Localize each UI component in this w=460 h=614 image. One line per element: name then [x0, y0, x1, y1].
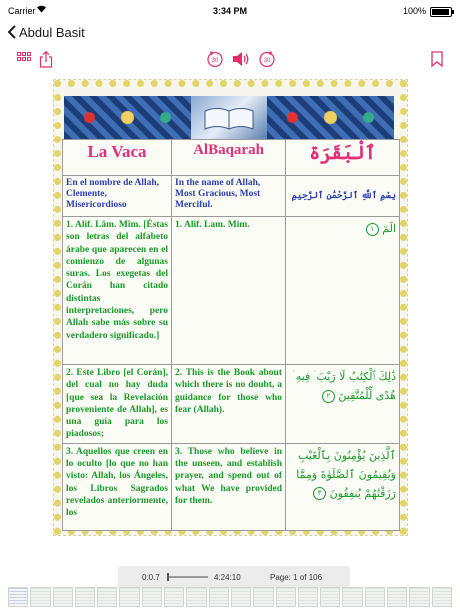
rewind-30-button[interactable] [206, 50, 224, 68]
header-spanish: La Vaca [63, 140, 172, 176]
page-thumbnail[interactable] [342, 587, 362, 607]
speaker-icon[interactable] [232, 50, 250, 68]
page-thumbnail[interactable] [30, 587, 50, 607]
slider-thumb[interactable] [167, 573, 169, 581]
bookmark-icon[interactable] [428, 50, 446, 68]
verse-arabic-text: ذَٰلِكَ ٱلْكِتَٰبُ لَا رَيْبَ ۛ فِيهِ ۛ هُدًى لِّلْمُتَّقِينَ [293, 370, 396, 402]
battery-percent: 100% [402, 6, 426, 16]
status-time: 3:34 PM [212, 6, 247, 16]
verse-spanish: 2. Este Libro [el Corán], del cual no hay duda [que sea la Revelación proveniente de Allah], es una guía para los piadosos; [63, 365, 172, 444]
page-thumbnail[interactable] [142, 587, 162, 607]
header-english: AlBaqarah [172, 140, 286, 176]
translation-table [62, 139, 400, 531]
page-thumbnail-strip [0, 586, 460, 608]
verse-english: 2. This is the Book about which there is no doubt, a guidance for those who fear (Allah). [172, 365, 286, 444]
chevron-left-icon [8, 25, 16, 39]
bismillah-row [63, 176, 400, 217]
page-indicator: Page: 1 of 106 [270, 573, 323, 582]
verse-number-marker: ٢ [322, 390, 335, 403]
verse-row [63, 443, 400, 530]
page-thumbnail[interactable] [432, 587, 452, 607]
verse-arabic [286, 217, 400, 365]
verse-arabic-text: الٓمٓ [382, 222, 396, 235]
page-thumbnail[interactable] [97, 587, 117, 607]
page-thumbnail[interactable] [231, 587, 251, 607]
status-bar [0, 0, 460, 22]
bismillah-english: In the name of Allah, Most Gracious, Most Merciful. [172, 176, 286, 217]
verse-spanish: 1. Alif. Lâm. Mîm. [Éstas son letras del alfabeto árabe que aparecen en el comienzo de algunas suras. Los exegetas del Corán han citado distintas interpretaciones, pero Allah sabe más sobre su verdadero significado.] [63, 217, 172, 365]
total-time: 4:24:10 [214, 573, 241, 582]
page-thumbnail[interactable] [365, 587, 385, 607]
share-icon[interactable] [37, 50, 55, 68]
battery-icon [430, 7, 452, 17]
verse-english: 3. Those who believe in the unseen, and establish prayer, and spend out of what We have provided for them. [172, 443, 286, 530]
verse-row [63, 217, 400, 365]
bismillah-arabic: بِسْمِ ٱللَّهِ ٱلرَّحْمَٰنِ ٱلرَّحِيمِ [286, 176, 400, 217]
page-thumbnail[interactable] [164, 587, 184, 607]
navigation-bar [0, 22, 460, 42]
page-thumbnail[interactable] [8, 587, 28, 607]
page-thumbnail[interactable] [209, 587, 229, 607]
verse-english: 1. Alif. Lam. Mim. [172, 217, 286, 365]
ornament-right [267, 96, 394, 139]
current-time: 0:0.7 [142, 573, 160, 582]
page-thumbnail[interactable] [186, 587, 206, 607]
verse-number-marker: ٣ [313, 487, 326, 500]
progress-slider[interactable] [168, 576, 208, 578]
page-thumbnail[interactable] [298, 587, 318, 607]
back-label: Abdul Basit [19, 24, 85, 40]
ornament-left [64, 96, 191, 139]
open-book-image [191, 96, 267, 139]
verse-row [63, 365, 400, 444]
header-arabic: ٱلْبَقَرَة [286, 140, 400, 176]
page-thumbnail[interactable] [53, 587, 73, 607]
bismillah-spanish: En el nombre de Allah, Clemente, Misericordioso [63, 176, 172, 217]
page-thumbnail[interactable] [409, 587, 429, 607]
page-thumbnail[interactable] [387, 587, 407, 607]
page-thumbnail[interactable] [320, 587, 340, 607]
page-thumbnail[interactable] [119, 587, 139, 607]
grid-icon[interactable] [15, 50, 33, 68]
verse-arabic [286, 365, 400, 444]
verse-number-marker: ١ [366, 223, 379, 236]
page-banner [64, 96, 394, 139]
verse-arabic [286, 443, 400, 530]
page-thumbnail[interactable] [276, 587, 296, 607]
verse-spanish: 3. Aquellos que creen en lo oculto [lo que no han visto: Allah, los Ángeles, los Libros Sagrados revelados anteriormente, los [63, 443, 172, 530]
table-header-row [63, 140, 400, 176]
toolbar [0, 44, 460, 74]
back-button[interactable] [8, 22, 85, 42]
verse-arabic-text: ٱلَّذِينَ يُؤْمِنُونَ بِٱلْغَيْبِ وَيُقِيمُونَ ٱلصَّلَوٰةَ وَمِمَّا رَزَقْنَٰهُمْ يُنفِقُونَ [296, 448, 396, 500]
carrier-label: Carrier [8, 6, 36, 16]
forward-30-button[interactable] [258, 50, 276, 68]
forward-30-label: 30 [263, 58, 271, 64]
page-thumbnail[interactable] [75, 587, 95, 607]
rewind-30-label: 30 [211, 58, 219, 64]
page-thumbnail[interactable] [253, 587, 273, 607]
audio-player-bar [118, 566, 350, 588]
